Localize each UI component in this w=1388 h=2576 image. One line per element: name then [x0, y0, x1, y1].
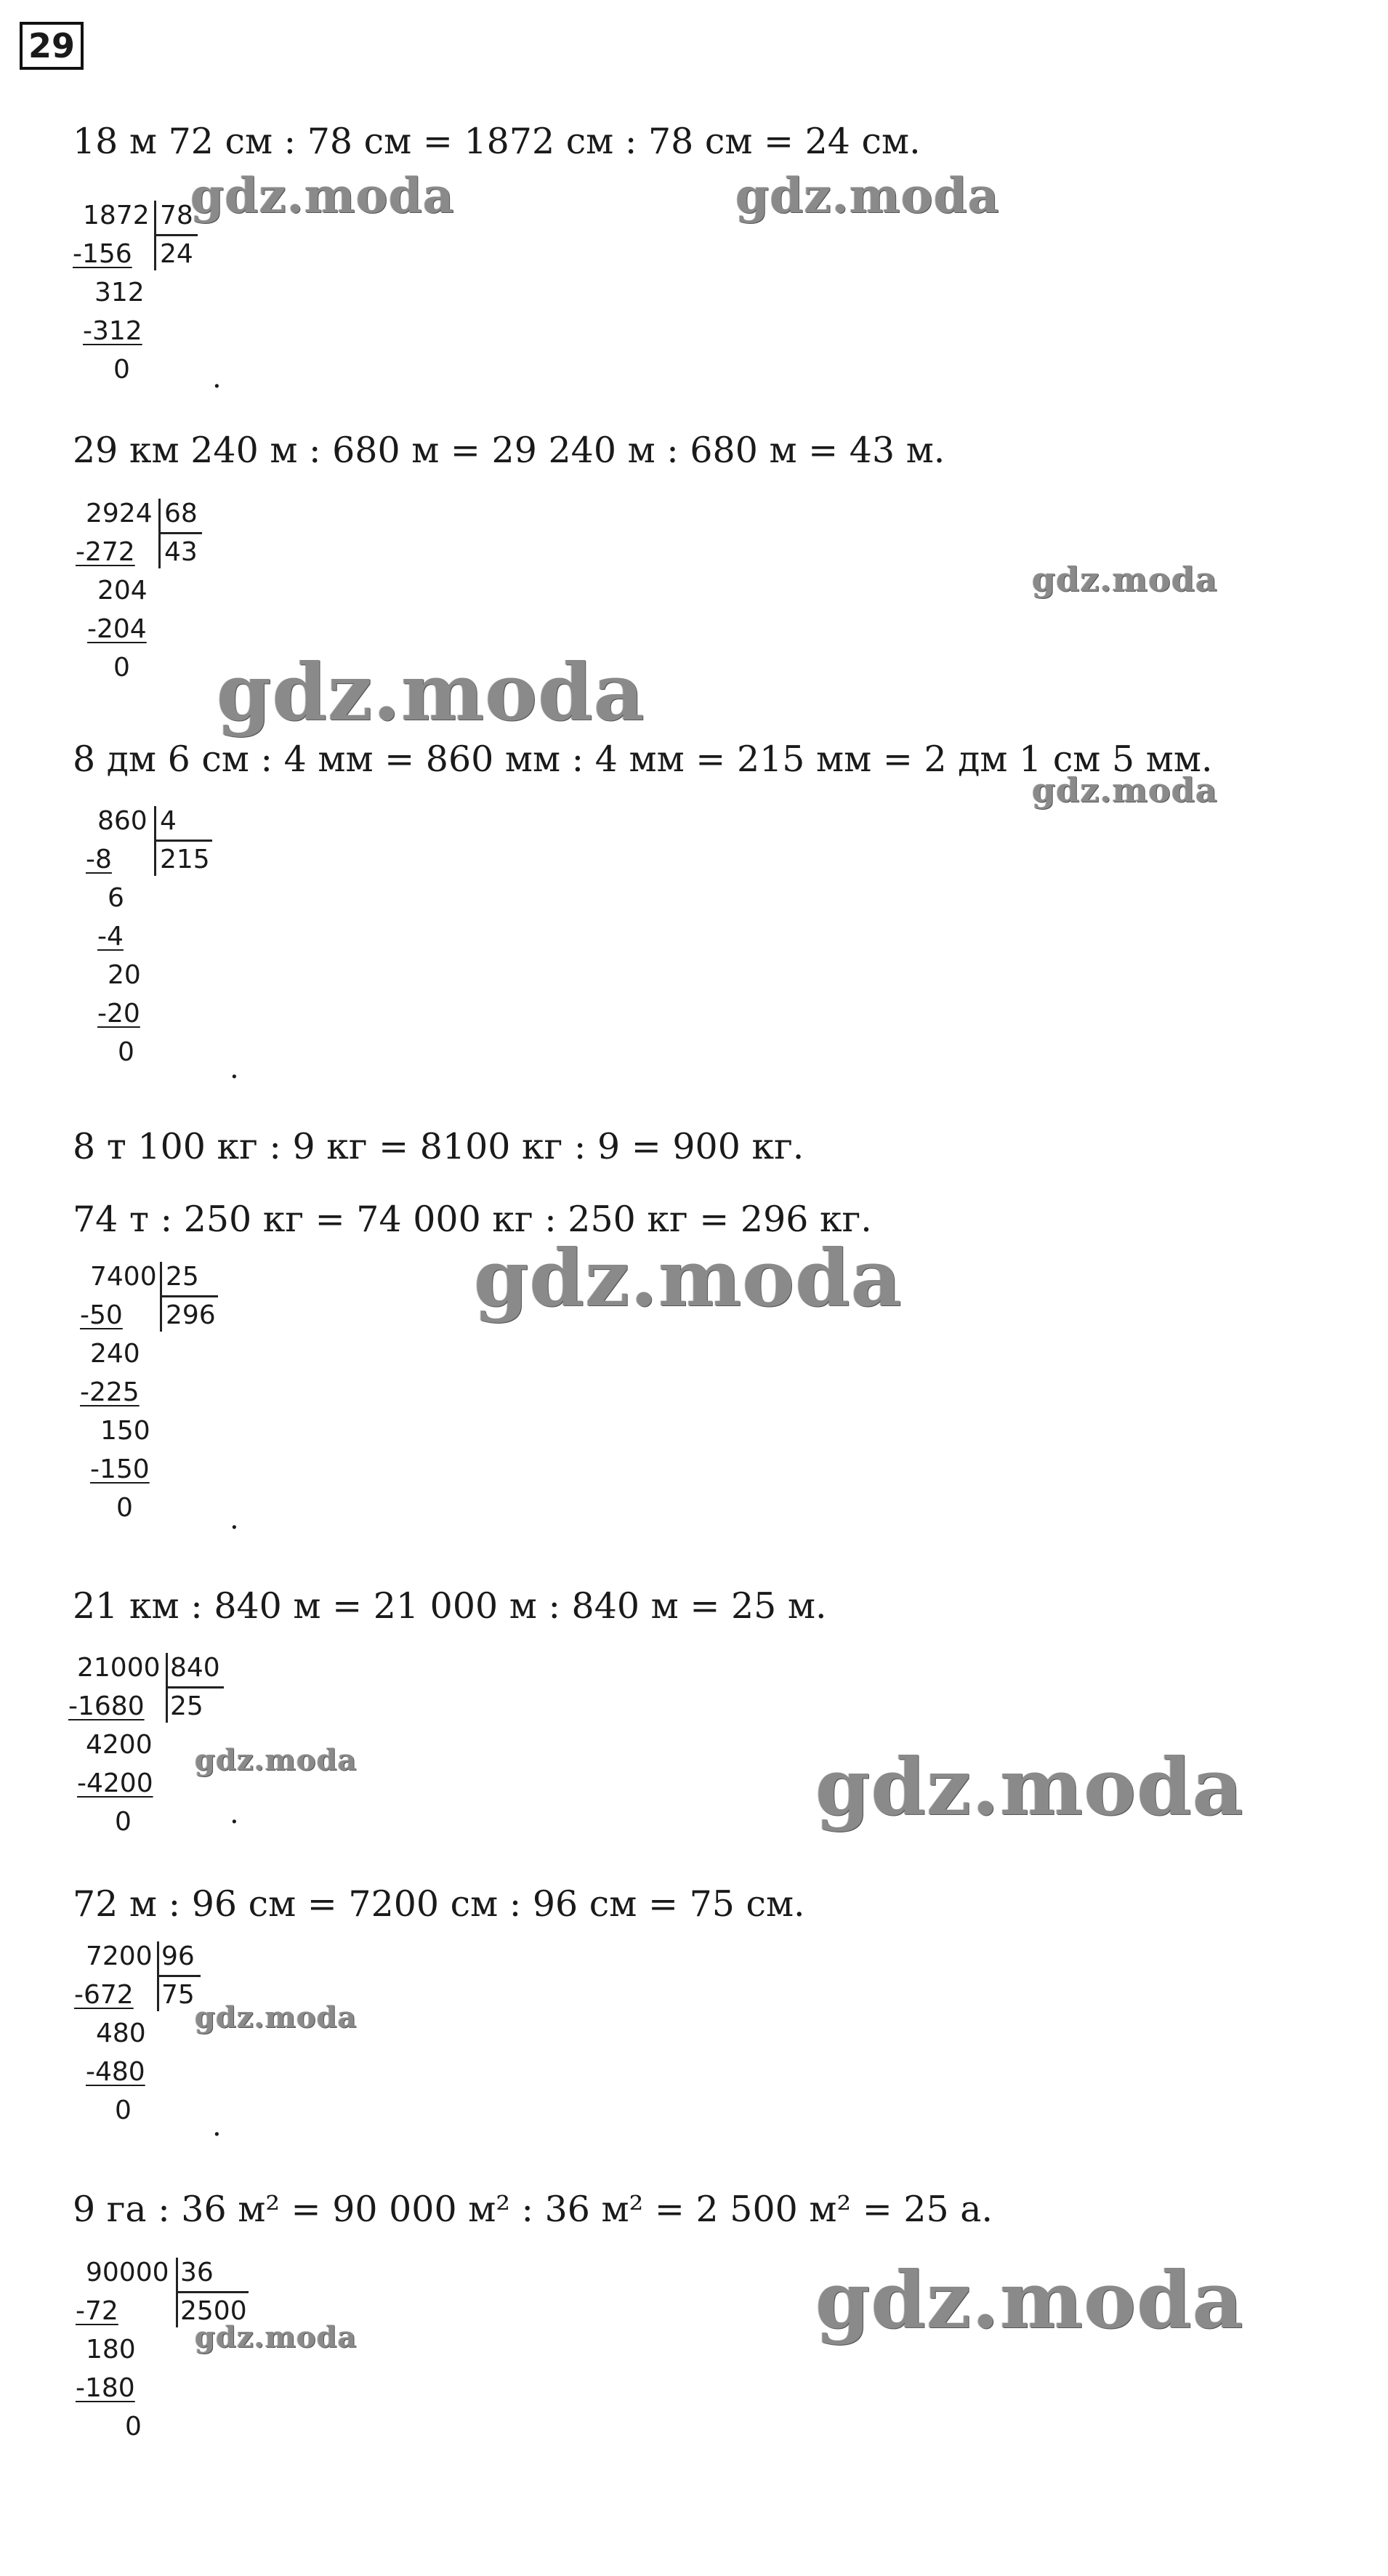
watermark: gdz.moda [1032, 770, 1218, 810]
long-division-1 [73, 196, 218, 400]
watermark: gdz.moda [815, 1742, 1244, 1833]
step: -180 [76, 2373, 135, 2403]
step: -150 [90, 1454, 150, 1484]
divisor: 78 [160, 201, 193, 230]
long-division-2 [76, 494, 221, 698]
step: 204 [97, 576, 148, 605]
quotient: 296 [166, 1300, 216, 1330]
equation-2: 29 км 240 м : 680 м = 29 240 м : 680 м = 43 м. [73, 430, 945, 471]
step: -4 [97, 922, 124, 951]
step: -204 [87, 614, 147, 644]
step: -225 [80, 1377, 140, 1407]
watermark: gdz.moda [815, 2255, 1244, 2346]
remainder: 0 [118, 1037, 134, 1067]
step: -1680 [68, 1691, 145, 1721]
dot: . [212, 2109, 222, 2143]
divisor: 68 [164, 499, 198, 528]
step: 180 [86, 2335, 136, 2364]
dividend: 1872 [83, 201, 150, 230]
long-division-6 [74, 1937, 234, 2141]
long-division-4 [80, 1257, 240, 1534]
equation-1: 18 м 72 см : 78 см = 1872 см : 78 см = 24 см. [73, 121, 921, 162]
task-number: 29 [20, 22, 84, 70]
step: -50 [80, 1300, 123, 1330]
equation-6: 21 км : 840 м = 21 000 м : 840 м = 25 м. [73, 1585, 827, 1627]
step: -156 [73, 239, 132, 269]
quotient: 215 [160, 845, 210, 874]
step: -20 [97, 999, 140, 1029]
dividend: 7200 [86, 1941, 153, 1971]
step: -8 [86, 845, 112, 874]
step: 312 [94, 278, 145, 307]
equation-5: 74 т : 250 кг = 74 000 кг : 250 кг = 296 кг. [73, 1199, 872, 1240]
watermark: gdz.moda [195, 2320, 358, 2354]
remainder: 0 [113, 653, 130, 683]
watermark: gdz.moda [195, 1743, 358, 1777]
equation-8: 9 га : 36 м² = 90 000 м² : 36 м² = 2 500 м² = 25 а. [73, 2189, 993, 2230]
dividend: 90000 [86, 2258, 169, 2287]
step: 4200 [86, 1730, 153, 1760]
equation-7: 72 м : 96 см = 7200 см : 96 см = 75 см. [73, 1883, 805, 1925]
divisor: 4 [160, 806, 177, 836]
remainder: 0 [115, 2096, 132, 2125]
watermark: gdz.moda [217, 647, 645, 738]
remainder: 0 [116, 1493, 133, 1523]
dividend: 7400 [90, 1262, 157, 1292]
divisor: 96 [161, 1941, 195, 1971]
long-division-7 [76, 2253, 265, 2457]
step: -4200 [77, 1768, 153, 1798]
dot: . [230, 1052, 239, 1085]
quotient: 2500 [180, 2296, 247, 2326]
quotient: 25 [170, 1691, 203, 1721]
step: -480 [86, 2057, 145, 2087]
remainder: 0 [113, 355, 130, 385]
step: 150 [100, 1416, 150, 1446]
equation-4: 8 т 100 кг : 9 кг = 8100 кг : 9 = 900 кг. [73, 1126, 804, 1167]
dot: . [212, 361, 222, 395]
step: 20 [108, 960, 141, 990]
watermark: gdz.moda [474, 1233, 903, 1324]
step: -72 [76, 2296, 118, 2326]
step: -672 [74, 1980, 134, 2010]
step: 6 [108, 883, 124, 913]
remainder: 0 [125, 2412, 142, 2442]
dividend: 21000 [77, 1653, 161, 1683]
quotient: 75 [161, 1980, 195, 2010]
remainder: 0 [115, 1807, 132, 1837]
watermark: gdz.moda [195, 2000, 358, 2034]
watermark: gdz.moda [190, 167, 455, 224]
dot: . [230, 1502, 239, 1536]
quotient: 43 [164, 537, 198, 567]
watermark: gdz.moda [735, 167, 1000, 224]
step: -312 [83, 316, 142, 346]
dividend: 860 [97, 806, 148, 836]
divisor: 840 [170, 1653, 220, 1683]
step: 240 [90, 1339, 140, 1369]
long-division-3 [86, 802, 231, 1078]
step: 480 [96, 2018, 146, 2048]
step: -272 [76, 537, 135, 567]
divisor: 36 [180, 2258, 214, 2287]
divisor: 25 [166, 1262, 199, 1292]
watermark: gdz.moda [1032, 560, 1218, 599]
dividend: 2924 [86, 499, 153, 528]
quotient: 24 [160, 239, 193, 269]
equation-3: 8 дм 6 см : 4 мм = 860 мм : 4 мм = 215 мм = 2 дм 1 см 5 мм. [73, 738, 1213, 780]
dot: . [230, 1797, 239, 1830]
